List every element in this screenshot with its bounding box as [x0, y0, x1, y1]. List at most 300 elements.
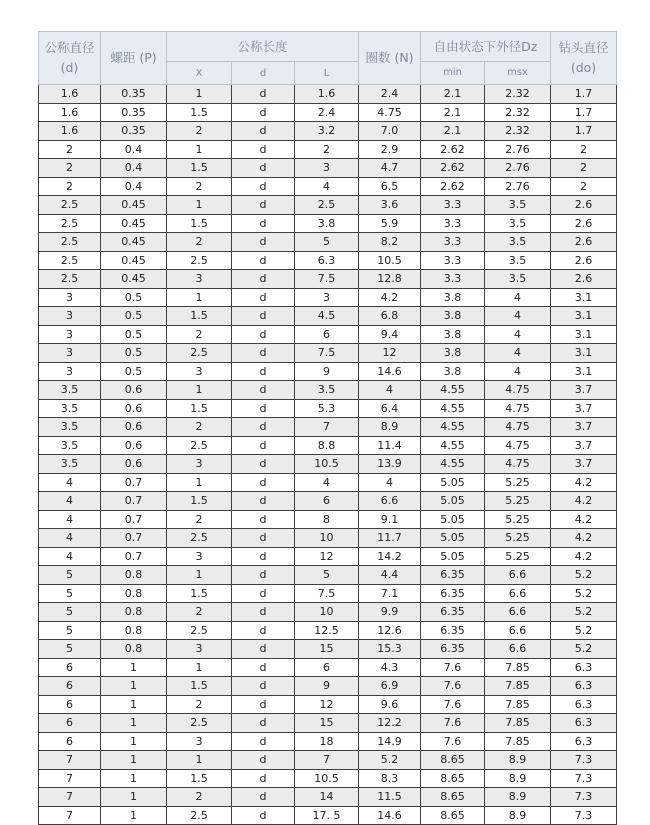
- cell-length-d: d: [232, 233, 295, 252]
- cell-dz-max: 2.32: [485, 85, 551, 104]
- cell-length-l: 12: [295, 695, 359, 714]
- cell-drill-diameter: 3.7: [551, 418, 617, 437]
- cell-length-d: d: [232, 103, 295, 122]
- cell-dz-max: 7.85: [485, 714, 551, 733]
- header-drill-diameter-line2: (do): [570, 60, 597, 75]
- cell-drill-diameter: 6.3: [551, 658, 617, 677]
- cell-pitch: 0.7: [101, 547, 167, 566]
- cell-pitch: 0.45: [101, 233, 167, 252]
- cell-nominal-diameter: 2: [39, 177, 101, 196]
- cell-length-l: 8: [295, 510, 359, 529]
- header-length-x: X: [167, 62, 232, 85]
- cell-drill-diameter: 5.2: [551, 584, 617, 603]
- cell-pitch: 0.45: [101, 270, 167, 289]
- cell-drill-diameter: 6.3: [551, 677, 617, 696]
- cell-dz-max: 5.25: [485, 547, 551, 566]
- cell-pitch: 0.45: [101, 214, 167, 233]
- cell-length-x: 2.5: [167, 251, 232, 270]
- cell-length-d: d: [232, 714, 295, 733]
- cell-dz-max: 5.25: [485, 492, 551, 511]
- cell-dz-min: 2.62: [421, 159, 485, 178]
- cell-pitch: 0.35: [101, 122, 167, 141]
- cell-coils: 14.9: [359, 732, 421, 751]
- cell-dz-max: 4.75: [485, 436, 551, 455]
- cell-dz-min: 7.6: [421, 658, 485, 677]
- header-length-l: L: [295, 62, 359, 85]
- cell-pitch: 0.8: [101, 640, 167, 659]
- cell-length-d: d: [232, 658, 295, 677]
- table-row: [39, 566, 617, 585]
- cell-pitch: 1: [101, 677, 167, 696]
- cell-coils: 11.4: [359, 436, 421, 455]
- cell-length-l: 7.5: [295, 344, 359, 363]
- cell-length-d: d: [232, 806, 295, 825]
- cell-dz-max: 6.6: [485, 640, 551, 659]
- cell-dz-min: 3.3: [421, 233, 485, 252]
- cell-length-l: 8.8: [295, 436, 359, 455]
- cell-dz-min: 2.62: [421, 177, 485, 196]
- cell-dz-max: 8.9: [485, 806, 551, 825]
- cell-coils: 4.7: [359, 159, 421, 178]
- cell-coils: 4.3: [359, 658, 421, 677]
- cell-pitch: 1: [101, 714, 167, 733]
- cell-nominal-diameter: 4: [39, 473, 101, 492]
- cell-dz-max: 5.25: [485, 473, 551, 492]
- cell-pitch: 0.6: [101, 436, 167, 455]
- cell-coils: 7.1: [359, 584, 421, 603]
- cell-pitch: 0.35: [101, 103, 167, 122]
- cell-drill-diameter: 7.3: [551, 751, 617, 770]
- cell-pitch: 1: [101, 788, 167, 807]
- cell-length-x: 3: [167, 362, 232, 381]
- cell-length-d: d: [232, 640, 295, 659]
- cell-drill-diameter: 3.7: [551, 399, 617, 418]
- cell-dz-max: 8.9: [485, 751, 551, 770]
- cell-length-d: d: [232, 769, 295, 788]
- header-nominal-diameter-line1: 公称直径: [44, 40, 95, 55]
- cell-drill-diameter: 1.7: [551, 85, 617, 104]
- cell-dz-min: 2.1: [421, 122, 485, 141]
- cell-pitch: 1: [101, 806, 167, 825]
- cell-nominal-diameter: 6: [39, 677, 101, 696]
- cell-pitch: 0.5: [101, 344, 167, 363]
- cell-length-l: 2: [295, 140, 359, 159]
- table-row: [39, 621, 617, 640]
- cell-dz-min: 8.65: [421, 806, 485, 825]
- cell-drill-diameter: 4.2: [551, 547, 617, 566]
- cell-length-l: 10: [295, 529, 359, 548]
- cell-length-x: 2.5: [167, 714, 232, 733]
- cell-length-d: d: [232, 325, 295, 344]
- cell-pitch: 0.4: [101, 159, 167, 178]
- cell-nominal-diameter: 1.6: [39, 85, 101, 104]
- cell-length-d: d: [232, 547, 295, 566]
- cell-coils: 9.4: [359, 325, 421, 344]
- cell-drill-diameter: 6.3: [551, 695, 617, 714]
- cell-length-l: 2.4: [295, 103, 359, 122]
- cell-length-x: 2.5: [167, 436, 232, 455]
- cell-length-l: 6: [295, 492, 359, 511]
- cell-coils: 6.8: [359, 307, 421, 326]
- cell-nominal-diameter: 3: [39, 344, 101, 363]
- table-row: [39, 381, 617, 400]
- table-row: [39, 677, 617, 696]
- cell-coils: 11.7: [359, 529, 421, 548]
- cell-dz-max: 7.85: [485, 732, 551, 751]
- cell-coils: 3.6: [359, 196, 421, 215]
- cell-dz-min: 3.3: [421, 214, 485, 233]
- cell-dz-max: 6.6: [485, 621, 551, 640]
- header-coils: 圈数 (N): [359, 32, 421, 85]
- cell-coils: 14.6: [359, 806, 421, 825]
- cell-pitch: 0.4: [101, 140, 167, 159]
- cell-coils: 11.5: [359, 788, 421, 807]
- cell-coils: 12.8: [359, 270, 421, 289]
- cell-dz-min: 7.6: [421, 714, 485, 733]
- thread-insert-spec-table: [38, 31, 617, 825]
- cell-dz-max: 3.5: [485, 270, 551, 289]
- cell-pitch: 0.8: [101, 603, 167, 622]
- cell-coils: 4: [359, 381, 421, 400]
- cell-dz-min: 5.05: [421, 492, 485, 511]
- cell-length-l: 7: [295, 751, 359, 770]
- cell-dz-min: 3.8: [421, 325, 485, 344]
- cell-dz-min: 6.35: [421, 640, 485, 659]
- cell-drill-diameter: 2.6: [551, 251, 617, 270]
- cell-length-x: 2.5: [167, 806, 232, 825]
- cell-drill-diameter: 4.2: [551, 473, 617, 492]
- cell-length-l: 12.5: [295, 621, 359, 640]
- cell-dz-max: 2.32: [485, 122, 551, 141]
- cell-nominal-diameter: 1.6: [39, 103, 101, 122]
- cell-length-x: 1: [167, 85, 232, 104]
- cell-dz-max: 4: [485, 344, 551, 363]
- cell-pitch: 1: [101, 695, 167, 714]
- cell-length-d: d: [232, 381, 295, 400]
- cell-pitch: 0.35: [101, 85, 167, 104]
- table-header: [39, 32, 617, 85]
- cell-length-d: d: [232, 85, 295, 104]
- cell-nominal-diameter: 2.5: [39, 233, 101, 252]
- table-row: [39, 177, 617, 196]
- cell-nominal-diameter: 1.6: [39, 122, 101, 141]
- cell-nominal-diameter: 2.5: [39, 196, 101, 215]
- cell-length-l: 3.2: [295, 122, 359, 141]
- cell-nominal-diameter: 6: [39, 714, 101, 733]
- cell-drill-diameter: 6.3: [551, 732, 617, 751]
- cell-length-x: 2: [167, 233, 232, 252]
- cell-coils: 2.9: [359, 140, 421, 159]
- cell-dz-max: 3.5: [485, 214, 551, 233]
- header-drill-diameter-line1: 钻头直径: [558, 40, 609, 55]
- cell-nominal-diameter: 4: [39, 529, 101, 548]
- cell-drill-diameter: 2: [551, 140, 617, 159]
- table-row: [39, 122, 617, 141]
- cell-length-l: 4: [295, 473, 359, 492]
- cell-length-l: 4.5: [295, 307, 359, 326]
- header-dz-max: msx: [485, 62, 551, 85]
- cell-coils: 14.2: [359, 547, 421, 566]
- cell-dz-min: 2.1: [421, 103, 485, 122]
- table-row: [39, 584, 617, 603]
- cell-dz-min: 3.3: [421, 196, 485, 215]
- cell-coils: 12.2: [359, 714, 421, 733]
- cell-nominal-diameter: 5: [39, 584, 101, 603]
- header-drill-diameter: [551, 32, 617, 85]
- cell-length-l: 10.5: [295, 455, 359, 474]
- cell-length-l: 18: [295, 732, 359, 751]
- table-row: [39, 658, 617, 677]
- cell-pitch: 0.8: [101, 566, 167, 585]
- cell-nominal-diameter: 3.5: [39, 381, 101, 400]
- cell-pitch: 0.6: [101, 399, 167, 418]
- cell-length-d: d: [232, 399, 295, 418]
- cell-nominal-diameter: 6: [39, 695, 101, 714]
- cell-length-l: 15: [295, 714, 359, 733]
- cell-coils: 6.5: [359, 177, 421, 196]
- cell-coils: 9.1: [359, 510, 421, 529]
- cell-dz-min: 4.55: [421, 418, 485, 437]
- cell-length-l: 6: [295, 658, 359, 677]
- cell-length-x: 3: [167, 547, 232, 566]
- table-row: [39, 751, 617, 770]
- cell-pitch: 0.45: [101, 251, 167, 270]
- cell-length-x: 1.5: [167, 769, 232, 788]
- cell-nominal-diameter: 3.5: [39, 455, 101, 474]
- table-row: [39, 695, 617, 714]
- cell-dz-min: 4.55: [421, 436, 485, 455]
- cell-length-l: 2.5: [295, 196, 359, 215]
- cell-pitch: 0.7: [101, 510, 167, 529]
- table-row: [39, 196, 617, 215]
- cell-dz-min: 3.8: [421, 307, 485, 326]
- cell-nominal-diameter: 2: [39, 140, 101, 159]
- cell-length-x: 2.5: [167, 529, 232, 548]
- table-row: [39, 455, 617, 474]
- cell-pitch: 0.45: [101, 196, 167, 215]
- cell-drill-diameter: 3.7: [551, 455, 617, 474]
- cell-dz-max: 3.5: [485, 251, 551, 270]
- cell-length-l: 14: [295, 788, 359, 807]
- cell-dz-min: 2.62: [421, 140, 485, 159]
- cell-coils: 4.75: [359, 103, 421, 122]
- cell-length-x: 2: [167, 695, 232, 714]
- table-row: [39, 399, 617, 418]
- cell-dz-min: 3.3: [421, 270, 485, 289]
- cell-length-x: 2: [167, 122, 232, 141]
- cell-length-x: 2: [167, 603, 232, 622]
- table-row: [39, 233, 617, 252]
- cell-dz-max: 4.75: [485, 455, 551, 474]
- table-row: [39, 492, 617, 511]
- cell-length-l: 3.8: [295, 214, 359, 233]
- table-row: [39, 714, 617, 733]
- cell-length-l: 3.5: [295, 381, 359, 400]
- cell-drill-diameter: 5.2: [551, 640, 617, 659]
- cell-length-x: 3: [167, 270, 232, 289]
- cell-drill-diameter: 7.3: [551, 769, 617, 788]
- cell-length-x: 1: [167, 566, 232, 585]
- cell-dz-min: 7.6: [421, 695, 485, 714]
- cell-length-x: 1: [167, 288, 232, 307]
- cell-drill-diameter: 2.6: [551, 233, 617, 252]
- spec-table-container: [38, 31, 616, 825]
- cell-nominal-diameter: 2.5: [39, 251, 101, 270]
- cell-length-l: 3: [295, 159, 359, 178]
- table-row: [39, 769, 617, 788]
- cell-length-l: 4: [295, 177, 359, 196]
- cell-dz-min: 8.65: [421, 769, 485, 788]
- cell-length-l: 15: [295, 640, 359, 659]
- table-row: [39, 732, 617, 751]
- cell-drill-diameter: 7.3: [551, 788, 617, 807]
- cell-pitch: 1: [101, 658, 167, 677]
- cell-nominal-diameter: 5: [39, 621, 101, 640]
- cell-nominal-diameter: 7: [39, 769, 101, 788]
- cell-length-x: 1.5: [167, 399, 232, 418]
- cell-nominal-diameter: 3.5: [39, 418, 101, 437]
- cell-length-l: 10: [295, 603, 359, 622]
- cell-dz-min: 3.3: [421, 251, 485, 270]
- cell-pitch: 1: [101, 769, 167, 788]
- cell-dz-max: 6.6: [485, 603, 551, 622]
- cell-length-d: d: [232, 677, 295, 696]
- cell-length-x: 1.5: [167, 307, 232, 326]
- cell-drill-diameter: 5.2: [551, 603, 617, 622]
- cell-length-l: 6.3: [295, 251, 359, 270]
- cell-length-d: d: [232, 122, 295, 141]
- cell-coils: 5.2: [359, 751, 421, 770]
- cell-coils: 8.9: [359, 418, 421, 437]
- header-free-outer-diameter: 自由状态下外径Dz: [421, 32, 551, 62]
- table-row: [39, 436, 617, 455]
- cell-drill-diameter: 4.2: [551, 492, 617, 511]
- table-row: [39, 418, 617, 437]
- cell-pitch: 0.8: [101, 584, 167, 603]
- cell-nominal-diameter: 3.5: [39, 399, 101, 418]
- cell-dz-max: 4.75: [485, 399, 551, 418]
- cell-drill-diameter: 5.2: [551, 566, 617, 585]
- cell-length-d: d: [232, 177, 295, 196]
- header-dz-min: min: [421, 62, 485, 85]
- cell-drill-diameter: 3.7: [551, 381, 617, 400]
- cell-dz-min: 4.55: [421, 455, 485, 474]
- cell-coils: 6.6: [359, 492, 421, 511]
- cell-drill-diameter: 3.1: [551, 325, 617, 344]
- cell-dz-max: 4: [485, 325, 551, 344]
- cell-length-d: d: [232, 196, 295, 215]
- cell-length-d: d: [232, 584, 295, 603]
- cell-length-d: d: [232, 251, 295, 270]
- cell-coils: 8.2: [359, 233, 421, 252]
- cell-coils: 8.3: [359, 769, 421, 788]
- cell-pitch: 0.5: [101, 288, 167, 307]
- cell-pitch: 0.7: [101, 492, 167, 511]
- cell-length-d: d: [232, 159, 295, 178]
- table-body: [39, 85, 617, 825]
- cell-nominal-diameter: 7: [39, 751, 101, 770]
- cell-coils: 6.9: [359, 677, 421, 696]
- cell-length-x: 2: [167, 177, 232, 196]
- cell-dz-max: 8.9: [485, 788, 551, 807]
- cell-dz-max: 2.76: [485, 177, 551, 196]
- cell-coils: 2.4: [359, 85, 421, 104]
- cell-length-d: d: [232, 566, 295, 585]
- cell-length-x: 2.5: [167, 621, 232, 640]
- cell-drill-diameter: 3.7: [551, 436, 617, 455]
- cell-nominal-diameter: 4: [39, 547, 101, 566]
- header-length-d: d: [232, 62, 295, 85]
- cell-pitch: 0.8: [101, 621, 167, 640]
- cell-coils: 5.9: [359, 214, 421, 233]
- cell-dz-max: 5.25: [485, 529, 551, 548]
- table-row: [39, 325, 617, 344]
- cell-length-d: d: [232, 288, 295, 307]
- cell-length-x: 1: [167, 658, 232, 677]
- cell-coils: 7.0: [359, 122, 421, 141]
- cell-pitch: 1: [101, 751, 167, 770]
- cell-length-x: 1: [167, 751, 232, 770]
- cell-pitch: 0.4: [101, 177, 167, 196]
- cell-length-l: 5.3: [295, 399, 359, 418]
- cell-length-x: 1: [167, 196, 232, 215]
- table-row: [39, 214, 617, 233]
- cell-pitch: 0.6: [101, 418, 167, 437]
- cell-length-l: 9: [295, 362, 359, 381]
- cell-length-l: 5: [295, 566, 359, 585]
- cell-length-x: 1.5: [167, 103, 232, 122]
- table-row: [39, 603, 617, 622]
- cell-drill-diameter: 4.2: [551, 510, 617, 529]
- cell-nominal-diameter: 2.5: [39, 214, 101, 233]
- cell-nominal-diameter: 7: [39, 806, 101, 825]
- cell-dz-min: 6.35: [421, 603, 485, 622]
- cell-dz-max: 4.75: [485, 381, 551, 400]
- cell-length-l: 17. 5: [295, 806, 359, 825]
- cell-nominal-diameter: 5: [39, 603, 101, 622]
- cell-drill-diameter: 4.2: [551, 529, 617, 548]
- cell-length-l: 5: [295, 233, 359, 252]
- cell-dz-min: 5.05: [421, 473, 485, 492]
- cell-nominal-diameter: 6: [39, 732, 101, 751]
- cell-coils: 15.3: [359, 640, 421, 659]
- cell-coils: 9.9: [359, 603, 421, 622]
- cell-coils: 13.9: [359, 455, 421, 474]
- cell-length-x: 1.5: [167, 159, 232, 178]
- cell-length-l: 6: [295, 325, 359, 344]
- cell-nominal-diameter: 6: [39, 658, 101, 677]
- table-row: [39, 547, 617, 566]
- cell-dz-min: 2.1: [421, 85, 485, 104]
- table-row: [39, 270, 617, 289]
- cell-dz-max: 6.6: [485, 584, 551, 603]
- cell-dz-max: 7.85: [485, 658, 551, 677]
- cell-dz-min: 5.05: [421, 529, 485, 548]
- cell-length-d: d: [232, 455, 295, 474]
- cell-dz-max: 7.85: [485, 677, 551, 696]
- cell-dz-max: 7.85: [485, 695, 551, 714]
- cell-coils: 14.6: [359, 362, 421, 381]
- cell-length-l: 9: [295, 677, 359, 696]
- cell-dz-min: 5.05: [421, 547, 485, 566]
- cell-drill-diameter: 3.1: [551, 307, 617, 326]
- table-row: [39, 362, 617, 381]
- cell-drill-diameter: 2.6: [551, 270, 617, 289]
- table-row: [39, 307, 617, 326]
- cell-pitch: 0.5: [101, 325, 167, 344]
- header-nominal-diameter: [39, 32, 101, 85]
- table-row: [39, 159, 617, 178]
